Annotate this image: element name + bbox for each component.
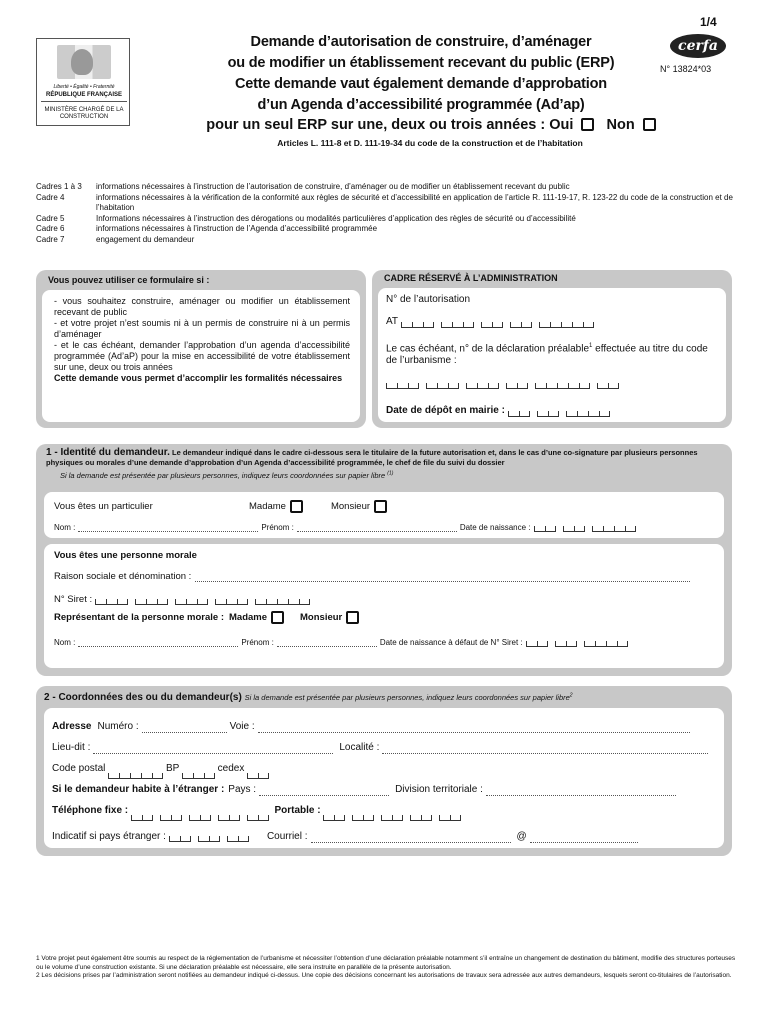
usage-conclusion: Cette demande vous permet d’accomplir les formalités nécessaires [54, 373, 343, 383]
nom-label: Nom : [54, 523, 76, 532]
morale-nom-input[interactable] [78, 646, 238, 647]
prenom-input[interactable] [297, 531, 457, 532]
indicatif-comb[interactable] [169, 821, 249, 842]
section-1-note-sup: (1) [387, 470, 394, 476]
voie-input[interactable] [258, 732, 690, 733]
lieu-dit-label: Lieu-dit : [52, 742, 91, 753]
cadre-text: informations nécessaires à l’instruction de l’Agenda d’accessibilité programmée [96, 224, 378, 233]
marianne-logo [36, 38, 130, 126]
indicatif-label: Indicatif si pays étranger : [52, 831, 166, 842]
division-input[interactable] [486, 795, 676, 796]
particulier-madame-checkbox[interactable] [290, 500, 303, 513]
oui-checkbox[interactable] [581, 118, 594, 131]
naissance-comb[interactable] [534, 523, 636, 532]
bp-label: BP [165, 763, 180, 774]
admin-title: CADRE RÉSERVÉ À L’ADMINISTRATION [384, 273, 558, 283]
erp-question-text: pour un seul ERP sur une, deux ou trois années : Oui [206, 117, 574, 133]
footnote-1: 1 Votre projet peut également être soumis au respect de la réglementation de l’urbanisme et nécessiter l’obtention d’une déclaration préalable notamment s’il entraîne un changement de destination du bâtiment, modifie des structures porteuses ou le volume d’une construction existante. Si une déclaration préalable est nécessaire, elle sera instruite en parallèle de la présente autorisation. [36, 955, 736, 971]
courriel-input[interactable] [311, 842, 511, 843]
section-2-note-text: Si la demande est présentée par plusieurs personnes, indiquez leurs coordonnées sur papier libre [244, 693, 570, 702]
madame-label: Madame [249, 500, 286, 512]
section-1-header [46, 448, 726, 481]
lieu-dit-input[interactable] [93, 753, 333, 754]
prenom-label: Prénom : [241, 638, 274, 647]
section-1-title: 1 - Identité du demandeur. [46, 447, 170, 458]
numero-label: Numéro : [97, 721, 139, 732]
code-postal-label: Code postal [52, 763, 106, 774]
adresse-label: Adresse [52, 721, 92, 732]
cadre-label: Cadre 6 [36, 224, 65, 233]
page-number: 1/4 [700, 15, 717, 29]
cadre-label: Cadres 1 à 3 [36, 182, 82, 191]
madame-label: Madame [229, 612, 268, 623]
localite-input[interactable] [382, 753, 708, 754]
non-checkbox[interactable] [643, 118, 656, 131]
declaration-sup: 1 [589, 343, 593, 349]
depot-field[interactable] [386, 405, 718, 417]
section-2-title: 2 - Coordonnées des ou du demandeur(s) [44, 692, 242, 703]
logo-ministry: MINISTÈRE CHARGÉ DE LA CONSTRUCTION [44, 107, 124, 120]
authorisation-label: N° de l’autorisation [386, 294, 471, 305]
section-1-note [46, 471, 393, 480]
morale-block [44, 544, 724, 668]
title-line: Demande d’autorisation de construire, d’aménager [250, 34, 592, 50]
usage-item: - et votre projet n’est soumis ni à un permis de construire ni à un permis d’aménager [54, 318, 350, 339]
particulier-label: Vous êtes un particulier [54, 500, 153, 512]
logo-republic: RÉPUBLIQUE FRANÇAISE [41, 92, 127, 102]
cadre-label: Cadre 7 [36, 234, 65, 244]
raison-label: Raison sociale et dénomination : [54, 571, 192, 582]
nom-label: Nom : [54, 638, 76, 647]
monsieur-label: Monsieur [300, 612, 343, 623]
morale-monsieur-checkbox[interactable] [346, 611, 359, 624]
pays-input[interactable] [259, 795, 389, 796]
at-comb[interactable] [401, 316, 594, 328]
bp-comb[interactable] [182, 758, 215, 779]
voie-label: Voie : [229, 721, 255, 732]
particulier-monsieur-checkbox[interactable] [374, 500, 387, 513]
section-1-note-text: Si la demande est présentée par plusieurs personnes, indiquez leurs coordonnées sur papier libre [60, 470, 386, 480]
section-2-coordinates [36, 686, 732, 856]
portable-label: Portable : [274, 805, 321, 816]
morale-naissance-comb[interactable] [526, 638, 628, 647]
articles-reference: Articles L. 111-8 et D. 111-19-34 du code de la construction et de l’habitation [277, 138, 583, 148]
usage-body [42, 290, 360, 422]
cadre-text: engagement du demandeur [96, 234, 195, 244]
siret-field[interactable] [54, 594, 714, 605]
telephone-comb[interactable] [131, 800, 269, 821]
footnote-2: 2 Les décisions prises par l’administration seront notifiées au demandeur indiqué ci-dessus. Une copie des décisions concernant les autorisations de travaux sera adressée aux autres demandeurs, lesquels seront co-titulaires de l’autorisation. [36, 972, 732, 979]
cadre-row [36, 182, 736, 193]
title-line: Cette demande vaut également demande d’approbation [235, 76, 607, 92]
division-label: Division territoriale : [395, 784, 483, 795]
declaration-text-end: effectuée au titre du code de l’urbanisme : [386, 343, 708, 367]
section-2-note-sup: 2 [569, 692, 573, 699]
declaration-label [386, 340, 718, 367]
at-sign: @ [516, 831, 527, 842]
usage-title: Vous pouvez utiliser ce formulaire si : [48, 275, 210, 285]
monsieur-label: Monsieur [330, 500, 371, 512]
non-label: Non [606, 117, 635, 133]
siret-label: N° Siret : [54, 594, 93, 605]
cadre-row [36, 193, 736, 214]
section-2-body [44, 708, 724, 848]
form-title [196, 32, 646, 116]
cedex-comb[interactable] [247, 758, 269, 779]
section-1-intro: Le demandeur indiqué dans le cadre ci-dessous sera le titulaire de la future autorisation et, dans le cas d’une co-signature par plusieurs personnes physiques ou morales d’une demande d’approbation d’un Agenda d’accessibilité programmée, le chef de file du suivi du dossier [46, 448, 698, 467]
telephone-row [52, 800, 716, 821]
cadre-text: informations nécessaires à la vérification de la conformité aux règles de sécurité et d’accessibilité en application de l’article R. 111-19-17, R. 123-22 du code de la construction et de l’habitation [96, 192, 733, 212]
code-postal-row [52, 758, 716, 779]
cerfa-logo: cerfa [670, 34, 726, 58]
admin-box [372, 270, 732, 428]
cadre-row [36, 214, 736, 225]
cedex-label: cedex [217, 763, 245, 774]
declaration-comb[interactable] [386, 377, 718, 389]
morale-label: Vous êtes une personne morale [54, 550, 197, 561]
raison-input[interactable] [195, 581, 690, 582]
cadre-row [36, 235, 736, 246]
cadre-label: Cadre 5 [36, 213, 65, 223]
title-line: ou de modifier un établissement recevant du public (ERP) [227, 55, 615, 71]
cadre-text: informations nécessaires à l’instruction de l’autorisation de construire, d’aménager ou de modifier un établissement recevant du public [96, 182, 570, 191]
courriel-domain-input[interactable] [530, 842, 638, 843]
erp-question [196, 117, 666, 133]
cadre-row [36, 224, 736, 235]
cadre-text: Informations nécessaires à l’instruction des dérogations ou modalités particulières d’application des règles de sécurité ou d’accessibilité [96, 213, 576, 223]
footnotes [36, 955, 736, 981]
section-1-identity [36, 444, 732, 676]
naissance-label: Date de naissance : [459, 523, 531, 532]
cerfa-number: N° 13824*03 [660, 64, 712, 74]
pays-label: Pays : [228, 784, 257, 795]
representant-label: Représentant de la personne morale : [54, 612, 224, 623]
at-label: AT [386, 316, 398, 327]
nom-input[interactable] [78, 531, 258, 532]
declaration-text: Le cas échéant, n° de la déclaration préalable [386, 343, 590, 355]
depot-label: Date de dépôt en mairie : [386, 405, 505, 417]
particulier-block [44, 492, 724, 538]
cadre-label: Cadre 4 [36, 192, 65, 202]
marianne-icon [57, 45, 111, 79]
telephone-label: Téléphone fixe : [52, 805, 129, 816]
morale-prenom-input[interactable] [277, 646, 377, 647]
morale-madame-checkbox[interactable] [271, 611, 284, 624]
at-field[interactable] [386, 316, 718, 328]
courriel-label: Courriel : [266, 831, 308, 842]
usage-item: - et le cas échéant, demander l’approbation d’un agenda d’accessibilité programmée (Ad’aP) pour la mise en accessibilité de votre établissement sur une, deux ou trois années [54, 340, 350, 372]
section-2-note [245, 693, 573, 702]
etranger-label: Si le demandeur habite à l’étranger : [52, 784, 225, 795]
naissance-siret-label: Date de naissance à défaut de N° Siret : [379, 638, 523, 647]
cadres-list [36, 182, 736, 245]
localite-label: Localité : [339, 742, 380, 753]
prenom-label: Prénom : [261, 523, 294, 532]
usage-box [36, 270, 366, 428]
numero-input[interactable] [142, 732, 227, 733]
usage-item: - vous souhaitez construire, aménager ou modifier un établissement recevant de public [54, 296, 350, 317]
logo-motto: Liberté • Égalité • Fraternité [53, 84, 115, 90]
section-2-header [44, 692, 573, 703]
portable-comb[interactable] [323, 800, 461, 821]
code-postal-comb[interactable] [108, 758, 163, 779]
admin-body [378, 288, 726, 422]
title-line: d’un Agenda d’accessibilité programmée (Ad’ap) [257, 97, 585, 113]
